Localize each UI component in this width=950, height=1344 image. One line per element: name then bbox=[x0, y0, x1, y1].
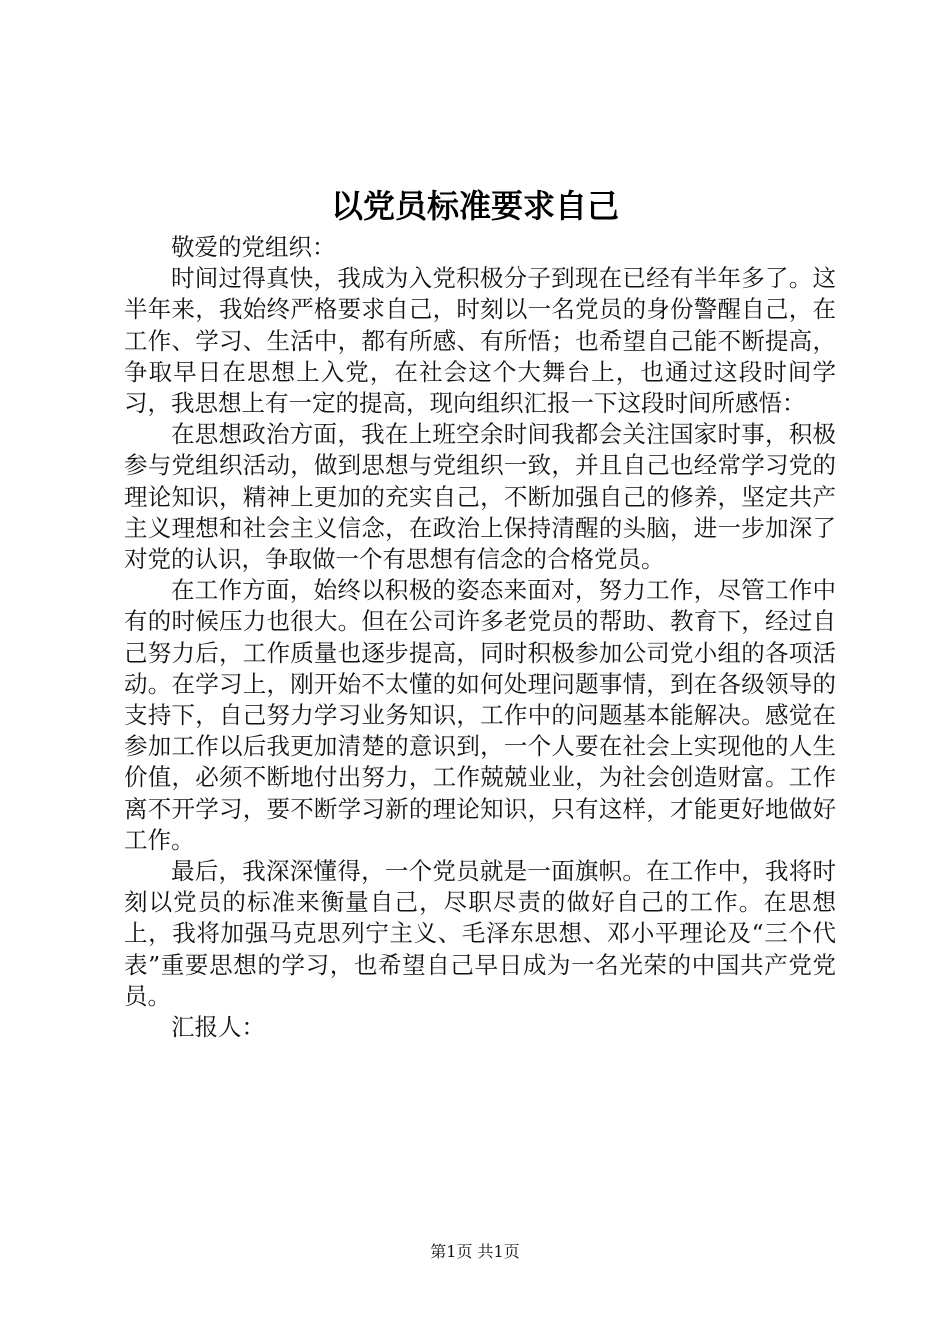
signature-line: 汇报人： bbox=[171, 1013, 265, 1042]
paragraph-1: 时间过得真快，我成为入党积极分子到现在已经有半年多了。这半年来，我始终严格要求自己，时刻以一名党员的身份警醒自己，在工作、学习、生活中，都有所感、有所悟；也希望自己能不断提高，争取早日在思想上入党，在社会这个大舞台上，也通过这段时间学习，我思想上有一定的提高，现向组织汇报一下这段时间所感悟： bbox=[124, 264, 836, 418]
salutation: 敬爱的党组织： bbox=[171, 233, 336, 261]
document-title: 以党员标准要求自己 bbox=[330, 187, 619, 225]
document-body bbox=[124, 232, 836, 1043]
page-footer: 第1页 共1页 bbox=[430, 1242, 520, 1261]
paragraph-4: 最后，我深深懂得，一个党员就是一面旗帜。在工作中，我将时刻以党员的标准来衡量自己，尽职尽责的做好自己的工作。在思想上，我将加强马克思列宁主义、毛泽东思想、邓小平理论及“三个代表”重要思想的学习，也希望自己早日成为一名光荣的中国共产党党员。 bbox=[124, 857, 836, 1010]
paragraph-3: 在工作方面，始终以积极的姿态来面对，努力工作，尽管工作中有的时候压力也很大。但在公司许多老党员的帮助、教育下，经过自己努力后，工作质量也逐步提高，同时积极参加公司党小组的各项活动。在学习上，刚开始不太懂的如何处理问题事情，到在各级领导的支持下，自己努力学习业务知识，工作中的问题基本能解决。感觉在参加工作以后我更加清楚的意识到，一个人要在社会上实现他的人生价值，必须不断地付出努力，工作兢兢业业，为社会创造财富。工作离不开学习，要不断学习新的理论知识，只有这样，才能更好地做好工作。 bbox=[124, 576, 836, 854]
paragraph-2: 在思想政治方面，我在上班空余时间我都会关注国家时事，积极参与党组织活动，做到思想与党组织一致，并且自己也经常学习党的理论知识，精神上更加的充实自己，不断加强自己的修养，坚定共产主义理想和社会主义信念，在政治上保持清醒的头脑，进一步加深了对党的认识，争取做一个有思想有信念的合格党员。 bbox=[124, 420, 836, 574]
